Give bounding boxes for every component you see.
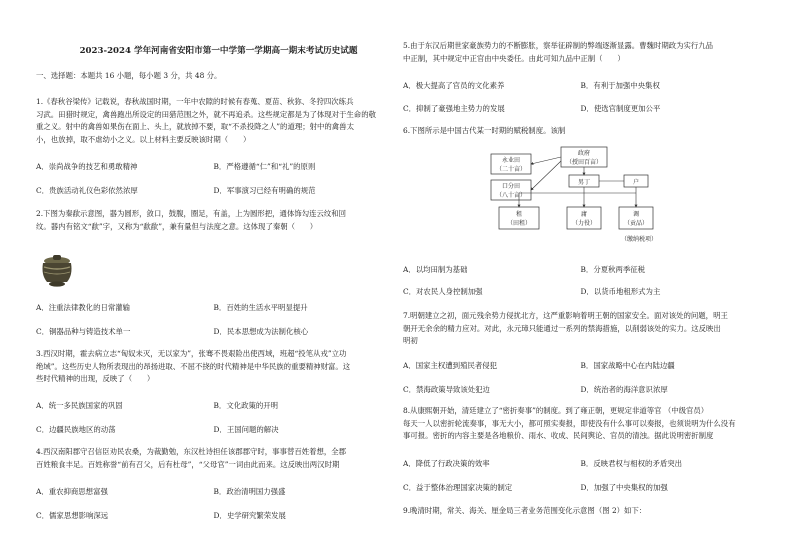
stem-line: 每天一人以密折轮流奏事，事无大小，都可照实奏报，即使没有什么事可以奏报，也须说明为什么没有 (403, 418, 736, 428)
stem-line: 事可报。密折的内容主要是各地粮价、雨水、收成、民间舆论、官员的清浊。据此说明密折制度 (403, 431, 714, 441)
stem-line: 2.下图为秦歃示意图，器为圆形，敛口，鼓腹，圈足，有盖，上为圆形把，通体饰勾连云纹和回 (36, 209, 347, 218)
stem-line: 4.西汉南阳郡守召信臣劝民农桑，为裁勤勉，东汉杜诗担任该郡郡守时，事事替百姓着想，全郡 (36, 447, 347, 456)
question-3-stem (36, 348, 391, 386)
option-d[interactable]: D．军事演习已经有明确的规范 (213, 186, 316, 195)
diagram-caption: （缴纳税项） (620, 236, 658, 243)
option-c[interactable]: C．抑制了豪强地主势力的发展 (403, 104, 505, 113)
option-b[interactable]: B．有利于加强中央集权 (580, 81, 660, 90)
exam-title: 2023-2024 学年河南省安阳市第一中学第一学期高一期末考试历史试题 (79, 46, 358, 56)
question-4-stem (36, 446, 391, 471)
question-5-options-row1 (403, 80, 758, 93)
question-8-options-row2 (403, 482, 758, 495)
stem-line: 8.从康熙朝开始，清廷建立了“密折奏事”的制度。到了雍正朝，更规定非道等官 （中级官员） (403, 406, 709, 415)
stem-line: 中正制，其中规定中正官由中央委任。由此可知九品中正制（ ） (403, 53, 625, 63)
stem-line: 朝开无余余的精力应对。对此，永元璋只能通过一系列的禁海措施，以削弱该处的实力。这反映出 (403, 323, 721, 333)
diagram-yongye-sub: （二十亩） (495, 166, 527, 173)
stem-line: 3.西汉时期，霍去病立志“匈奴未灭，无以家为”，张骞不畏艰险出使西域，班超“投笔从戎”立功 (36, 349, 347, 358)
question-6-options-row1 (403, 264, 758, 277)
option-a[interactable]: A．降低了行政决策的效率 (403, 459, 490, 468)
question-7-options-row1 (403, 360, 758, 373)
question-7-options-row2 (403, 384, 758, 397)
option-d[interactable]: D．使选官制度更加公平 (580, 104, 661, 113)
option-a[interactable]: A．国家主权遭到殖民者侵犯 (403, 361, 498, 370)
diagram-zu-sub: （田租） (506, 220, 532, 227)
option-b[interactable]: B．百姓的生活水平明显提升 (213, 303, 308, 312)
stem-line: 9.晚清时期，常关、海关、厘金局三者业务范围变化示意图（图 2）如下： (403, 506, 647, 515)
question-1-options-row1 (36, 161, 391, 174)
option-c[interactable]: C．儒家思想影响深远 (36, 511, 109, 520)
diagram-diao-sub: （贡品） (623, 220, 649, 227)
stem-line: 些时代精神的出现，反映了（ ） (36, 374, 155, 384)
stem-line: 7.明朝建立之初，面元残余势力侵扰北方，这严重影响着明王朝的国家安全。面对该处的问题，明王 (403, 311, 728, 320)
option-c[interactable]: C．铜器品种与铸造技术单一 (36, 327, 131, 336)
question-8-options-row1 (403, 458, 758, 471)
option-c[interactable]: C．益于整体治理国家决策的制定 (403, 483, 513, 492)
question-5-stem (403, 40, 758, 65)
option-c[interactable]: C．边疆民族地区的动荡 (36, 425, 116, 434)
option-b[interactable]: B．政治清明国力强盛 (213, 487, 286, 496)
section-heading: 一、选择题：本题共 16 小题，每小题 3 分，共 48 分。 (36, 71, 222, 80)
option-a[interactable]: A．重农抑商思想富强 (36, 487, 108, 496)
option-d[interactable]: D．王国问题的解决 (213, 425, 279, 434)
question-2-options-row1 (36, 302, 391, 315)
diagram-male: 男丁 (577, 179, 591, 186)
diagram-government: 政府 (577, 150, 591, 157)
question-1-options-row2 (36, 185, 391, 198)
stem-line: 百姓粮食丰足。百姓称誉“前有召父，后有杜母”，“父母官”一词由此而来。这反映出两汉时期 (36, 459, 340, 469)
option-b[interactable]: B．反映君权与相权的矛盾突出 (580, 459, 683, 468)
diagram-zu: 租 (515, 211, 523, 218)
question-4-options-row1 (36, 486, 391, 499)
diagram-yong: 庸 (580, 211, 588, 218)
bronze-vessel-image (38, 253, 76, 289)
stem-line: 纹。器内有铭文“歃”字，又称为“歃歃”，兼有量但与法度之意。这体现了秦朝（ ） (36, 221, 318, 231)
stem-line: 6.下图所示是中国古代某一时期的赋税制度。该制 (403, 126, 566, 135)
question-7-stem (403, 310, 758, 348)
question-6-stem (403, 125, 758, 138)
question-3-options-row2 (36, 424, 391, 437)
option-d[interactable]: D．加强了中央集权的加强 (580, 483, 668, 492)
option-c[interactable]: C．贵族活动礼仪色彩依然浓厚 (36, 186, 138, 195)
stem-line: 重之义。射中的禽兽如果伤在面上、头上，就放掉不要，取“不杀投降之人”的道理；射中的禽兽太 (36, 122, 354, 132)
diagram-koufen: 口分田 (501, 183, 521, 190)
question-1-stem (36, 96, 391, 146)
stem-line: 习武。田猎时规定，禽兽跑出所设定的田猎范围之外，就不再追杀。这些规定都是为了体现对于生命的敬 (36, 109, 376, 119)
diagram-diao: 调 (632, 211, 640, 218)
stem-line: 小，也放掉，取不虐幼小之义。以上材料主要反映该时期（ ） (36, 134, 251, 144)
diagram-household: 户 (632, 179, 640, 186)
option-b[interactable]: B．严格遵循“仁”和“礼”的原则 (213, 162, 316, 171)
diagram-yong-sub: （力役） (571, 220, 597, 227)
question-2-stem (36, 208, 391, 233)
option-c[interactable]: C．禁海政策导致该处犯边 (403, 385, 490, 394)
question-2-options-row2 (36, 326, 391, 339)
question-4-options-row2 (36, 510, 391, 523)
option-d[interactable]: D．统治者的海洋意识浓厚 (580, 385, 668, 394)
option-d[interactable]: D．以货币地租形式为主 (580, 287, 661, 296)
option-b[interactable]: B．分夏秋两季征税 (580, 265, 646, 274)
option-a[interactable]: A．以均田制为基础 (403, 265, 468, 274)
option-a[interactable]: A．注重法律教化的日常灌输 (36, 303, 131, 312)
option-a[interactable]: A．崇尚战争的技艺和勇敢精神 (36, 162, 138, 171)
option-d[interactable]: D．史学研究繁荣发展 (213, 511, 286, 520)
option-d[interactable]: D．民本思想成为法制化核心 (213, 327, 309, 336)
diagram-koufen-sub: （八十亩） (495, 192, 527, 199)
stem-line: 绝域”。这些历史人物所表现出的昂扬进取、不屈不挠的时代精神是中华民族的重要精神财富。这 (36, 361, 351, 371)
option-c[interactable]: C．对农民人身控制加强 (403, 287, 483, 296)
stem-line: 5.由于东汉后期世家豪族势力的不断膨胀，察举征辟制的弊端逐渐显露。曹魏时期政为实行九品 (403, 41, 714, 50)
question-6-options-row2 (403, 286, 758, 299)
stem-line: 明初 (403, 336, 418, 346)
question-5-options-row2 (403, 103, 758, 116)
option-a[interactable]: A．统一多民族国家的巩固 (36, 401, 123, 410)
question-8-stem (403, 405, 758, 443)
diagram-grant: （授田百亩） (565, 159, 603, 166)
question-9-stem (403, 505, 758, 518)
option-b[interactable]: B．国家战略中心在内陆边疆 (580, 361, 675, 370)
option-b[interactable]: B．文化政策的开明 (213, 401, 279, 410)
option-a[interactable]: A．极大提高了官员的文化素养 (403, 81, 505, 90)
land-tax-diagram (489, 145, 689, 253)
question-3-options-row1 (36, 400, 391, 413)
diagram-yongye: 永业田 (501, 157, 521, 164)
stem-line: 1.《春秋谷梁传》记载说，春秋战国时期，一年中农隙的时候有春蒐、夏苗、秋狝、冬狩四次练兵 (36, 97, 354, 106)
